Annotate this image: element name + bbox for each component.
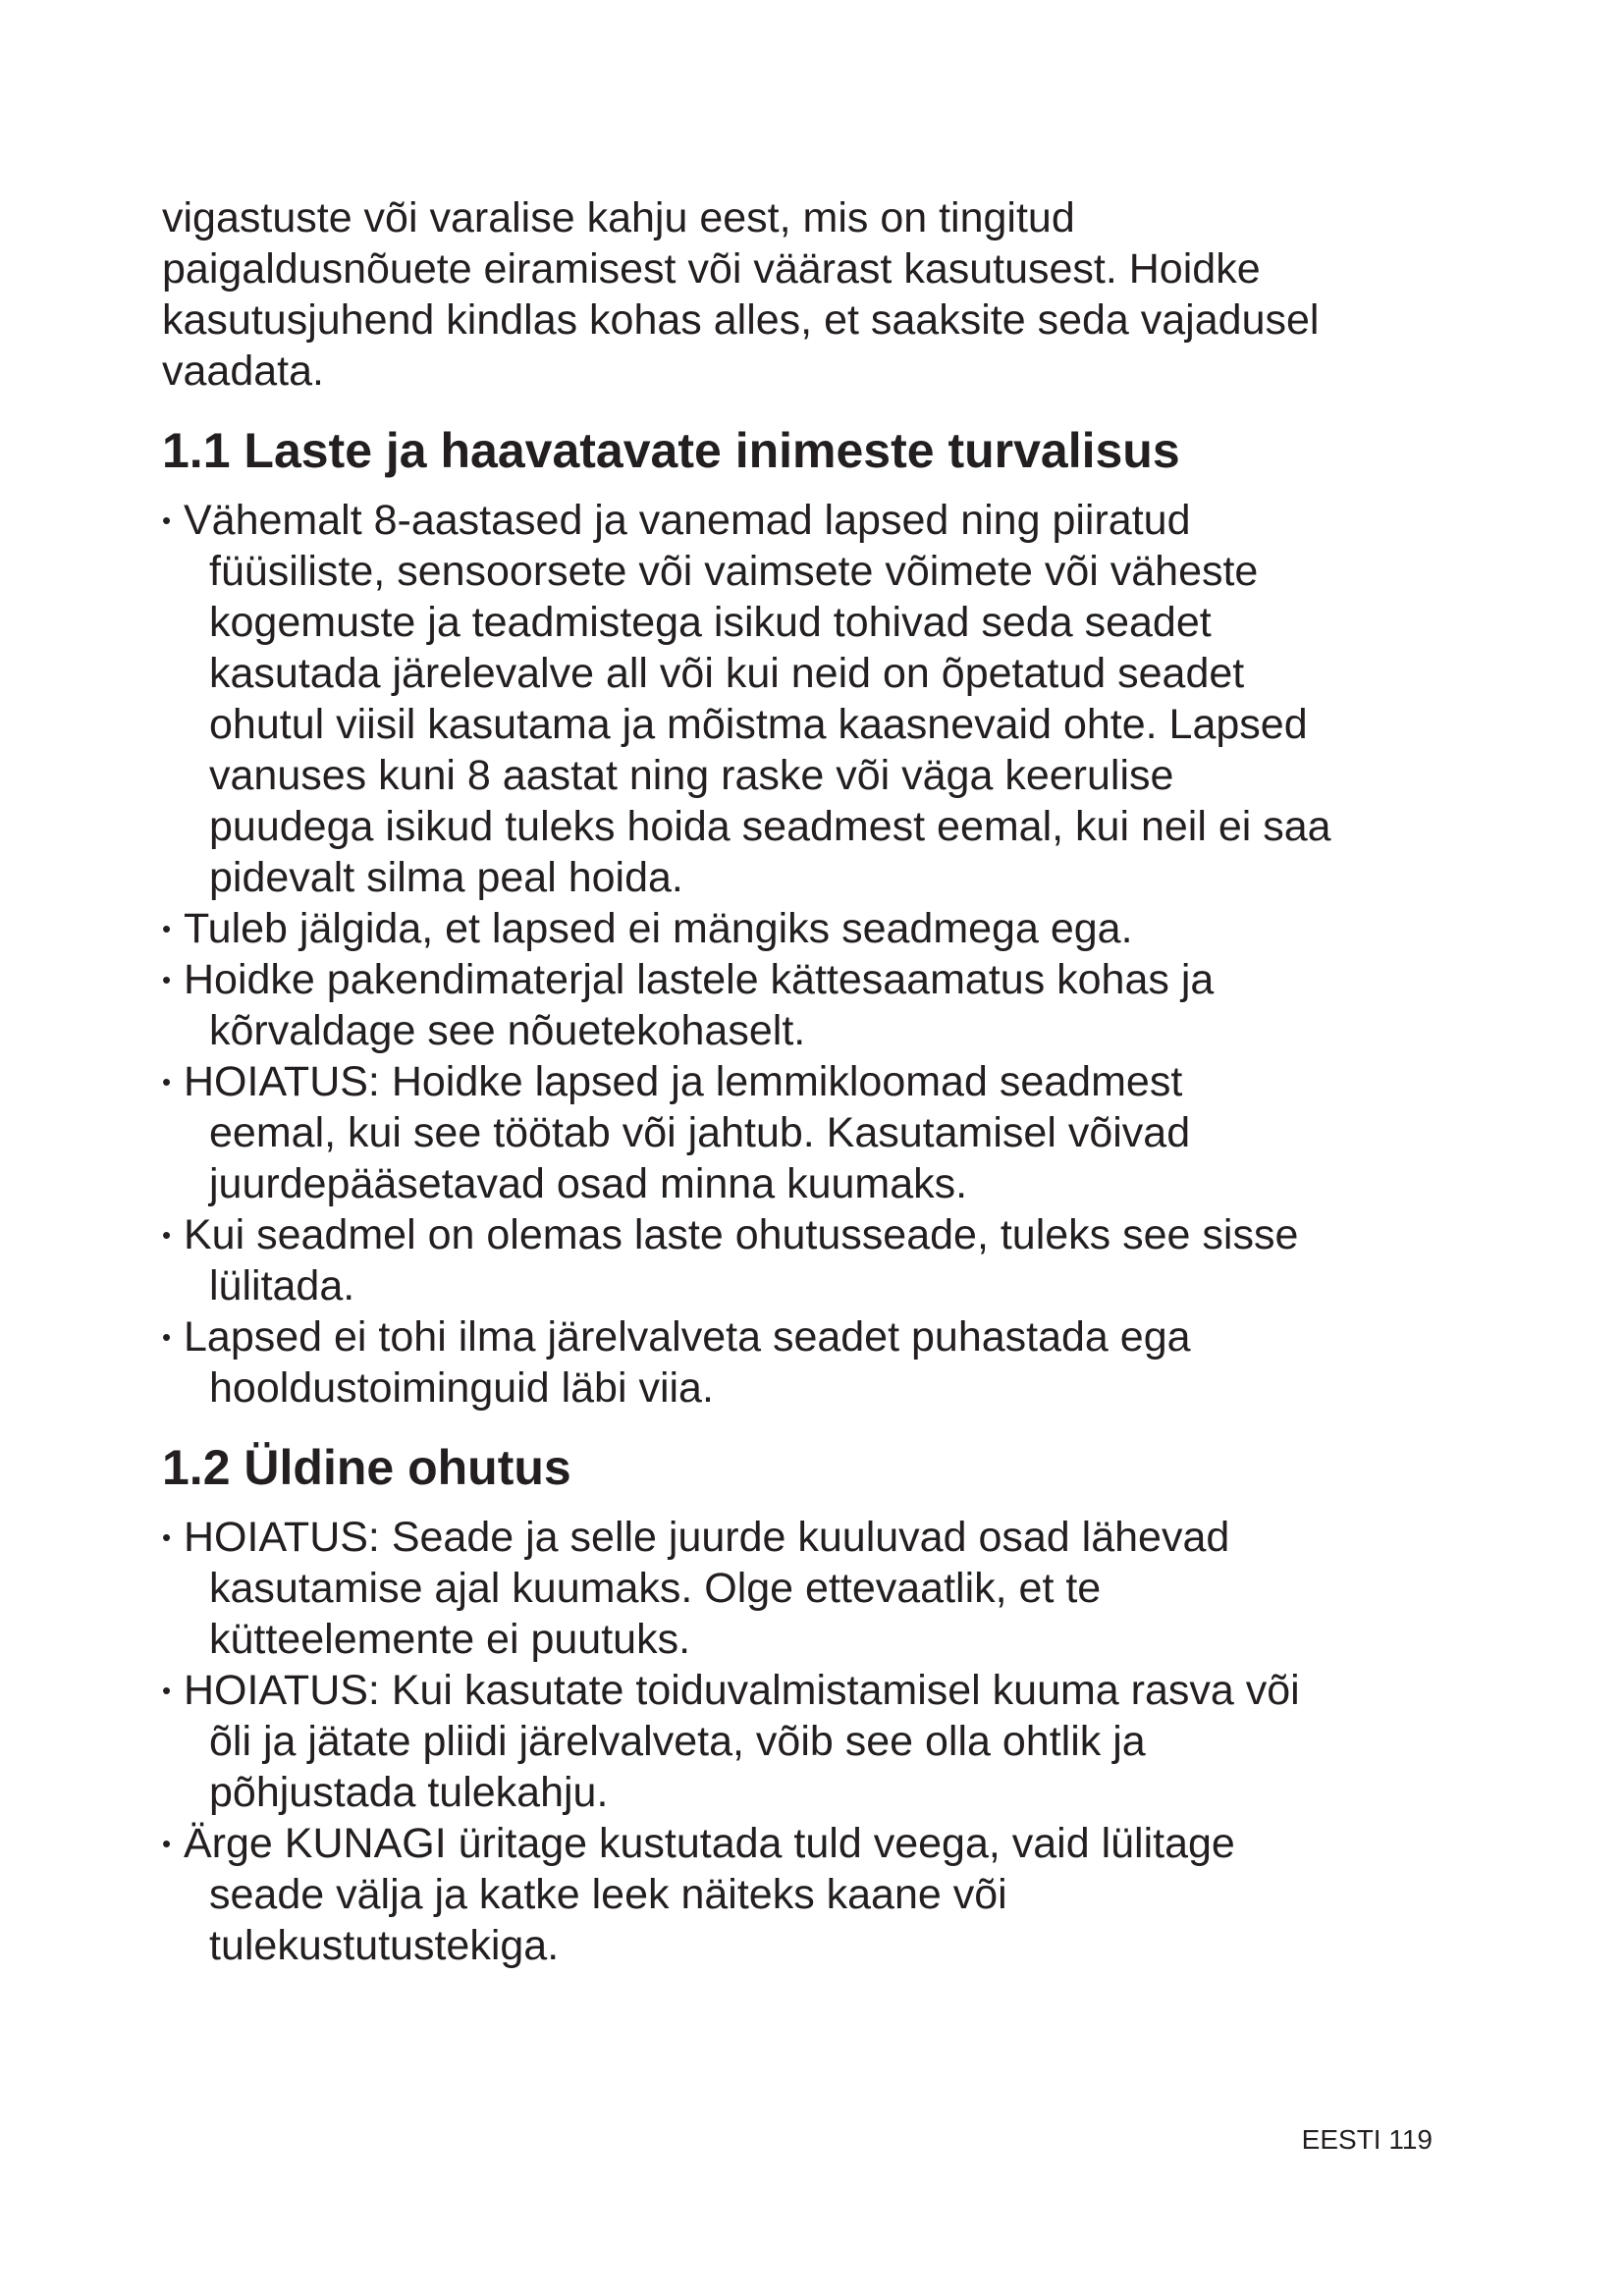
list-item-first-line: Vähemalt 8-aastased ja vanemad lapsed ning piiratud: [184, 497, 1191, 544]
list-item-continuation: kasutamise ajal kuumaks. Olge ettevaatlik, et te kütteelemente ei puutuks.: [209, 1565, 1102, 1663]
list-item-continuation: füüsiliste, sensoorsete või vaimsete võimete või väheste kogemuste ja teadmistega isikud tohivad seda seadet kasutada järelevalve all või kui neid on õpetatud seadet ohutul viisil kasutama ja mõistma kaasnevaid ohte. Lapsed vanuses kuni 8 aastat ning raske või väga keerulise puudega isikud tuleks hoida seadmest eemal, kui neil ei saa pidevalt silma peal hoida.: [209, 548, 1331, 901]
bullet-icon: •: [162, 1676, 172, 1705]
list-item-continuation: seade välja ja katke leek näiteks kaane või tulekustutustekiga.: [209, 1871, 1007, 1969]
bullet-icon: •: [162, 1322, 172, 1352]
bullet-list-1-2: [162, 1512, 1478, 1971]
bullet-icon: •: [162, 506, 172, 535]
list-item-first-line: Hoidke pakendimaterjal lastele kättesaamatus kohas ja: [184, 956, 1215, 1003]
bullet-icon: •: [162, 1829, 172, 1858]
bullet-icon: •: [162, 1067, 172, 1096]
list-item: [162, 903, 1478, 954]
list-item: [162, 495, 1478, 903]
list-item: [162, 1665, 1478, 1818]
page-content: [162, 192, 1478, 1971]
list-item: [162, 1056, 1478, 1209]
list-item-first-line: HOIATUS: Seade ja selle juurde kuuluvad osad lähevad: [184, 1514, 1230, 1561]
bullet-list-1-1: [162, 495, 1478, 1414]
list-item-first-line: Ärge KUNAGI üritage kustutada tuld veega, vaid lülitage: [184, 1820, 1235, 1867]
section-heading-1-1: 1.1 Laste ja haavatavate inimeste turvalisus: [162, 423, 1180, 478]
list-item-first-line: Kui seadmel on olemas laste ohutusseade, tuleks see sisse: [184, 1211, 1299, 1258]
list-item: [162, 1209, 1478, 1311]
list-item: [162, 954, 1478, 1056]
list-item-first-line: Lapsed ei tohi ilma järelvalveta seadet puhastada ega: [184, 1313, 1191, 1361]
list-item: [162, 1512, 1478, 1665]
list-item-continuation: eemal, kui see töötab või jahtub. Kasutamisel võivad juurdepääsetavad osad minna kuumaks.: [209, 1109, 1191, 1207]
list-item-first-line: Tuleb jälgida, et lapsed ei mängiks seadmega ega.: [184, 905, 1133, 952]
page-footer: EESTI 119: [1301, 2124, 1433, 2155]
list-item-first-line: HOIATUS: Kui kasutate toiduvalmistamisel kuuma rasva või: [184, 1667, 1300, 1714]
list-item-continuation: õli ja jätate pliidi järelvalveta, võib see olla ohtlik ja põhjustada tulekahju.: [209, 1718, 1146, 1816]
bullet-icon: •: [162, 1220, 172, 1250]
section-heading-1-2: 1.2 Üldine ohutus: [162, 1440, 571, 1495]
list-item: [162, 1818, 1478, 1971]
list-item-continuation: lülitada.: [209, 1262, 355, 1309]
list-item-continuation: kõrvaldage see nõuetekohaselt.: [209, 1007, 806, 1054]
bullet-icon: •: [162, 914, 172, 943]
list-item: [162, 1311, 1478, 1414]
intro-paragraph: vigastuste või varalise kahju eest, mis on tingitud paigaldusnõuete eiramisest või väärast kasutusest. Hoidke kasutusjuhend kindlas kohas alles, et saaksite seda vajadusel vaadata.: [162, 194, 1320, 395]
list-item-first-line: HOIATUS: Hoidke lapsed ja lemmikloomad seadmest: [184, 1058, 1183, 1105]
bullet-icon: •: [162, 1522, 172, 1552]
bullet-icon: •: [162, 965, 172, 994]
list-item-continuation: hooldustoiminguid läbi viia.: [209, 1364, 714, 1412]
